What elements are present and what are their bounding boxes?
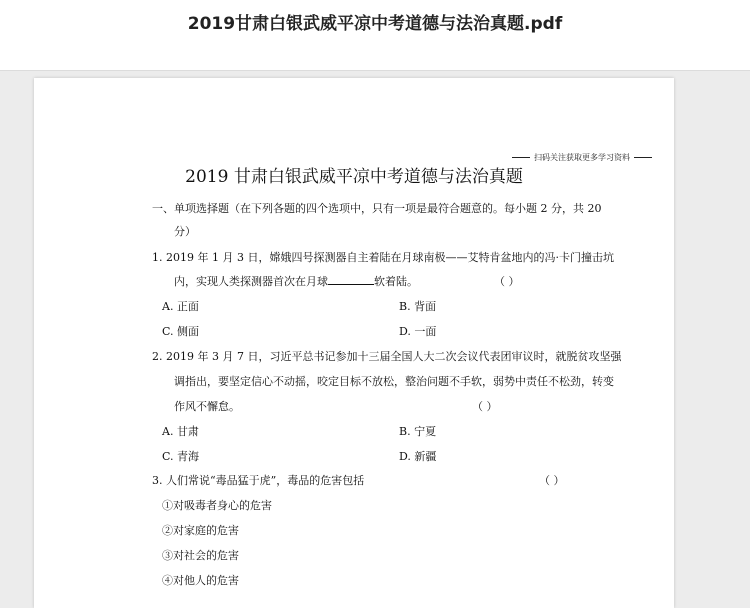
- divider-right: [634, 157, 652, 158]
- q2-answer-paren: （ ）: [472, 400, 498, 413]
- q1-answer-paren: （ ）: [494, 275, 520, 288]
- q1-stem-text-b: 软着陆。: [374, 275, 418, 288]
- q2-stem-line3: 作风不懈怠。: [174, 400, 240, 413]
- fill-blank: [328, 276, 374, 285]
- q1-option-d: D. 一面: [399, 325, 437, 338]
- q3-item-1: ①对吸毒者身心的危害: [162, 499, 272, 512]
- document-title: 2019 甘肃白银武威平凉中考道德与法治真题: [185, 167, 523, 187]
- q2-stem-line1: 2. 2019 年 3 月 7 日，习近平总书记参加十三届全国人大二次会议代表团审议时，就脱贫攻坚强: [152, 350, 622, 363]
- q1-stem-text-a: 内，实现人类探测器首次在月球: [174, 275, 328, 288]
- q1-stem-line1: 1. 2019 年 1 月 3 日，嫦娥四号探测器自主着陆在月球南极——艾特肯盆地内的冯·卡门撞击坑: [152, 251, 614, 264]
- q2-option-d: D. 新疆: [399, 450, 437, 463]
- q3-item-2: ②对家庭的危害: [162, 524, 239, 537]
- q2-option-c: C. 青海: [162, 450, 200, 463]
- viewer-header: [0, 0, 750, 71]
- divider-left: [512, 157, 530, 158]
- q3-stem: 3. 人们常说“毒品猛于虎”，毒品的危害包括: [152, 474, 365, 487]
- q3-item-4: ④对他人的危害: [162, 574, 239, 587]
- section-heading-line2: 分）: [174, 225, 196, 238]
- q1-stem-line2: [174, 273, 418, 289]
- q3-answer-paren: （ ）: [539, 474, 565, 487]
- q2-option-b: B. 宁夏: [399, 425, 437, 438]
- q1-option-b: B. 背面: [399, 300, 437, 313]
- document-page: [34, 78, 674, 608]
- q1-option-c: C. 侧面: [162, 325, 200, 338]
- promo-note-text: 扫码关注获取更多学习资料: [534, 153, 630, 162]
- q1-option-a: A. 正面: [162, 300, 199, 313]
- file-title: 2019甘肃白银武威平凉中考道德与法治真题.pdf: [187, 14, 563, 34]
- section-heading-line1: 一、单项选择题（在下列各题的四个选项中，只有一项是最符合题意的。每小题 2 分，共 20: [152, 202, 602, 215]
- q3-item-3: ③对社会的危害: [162, 549, 239, 562]
- q2-stem-line2: 调指出，要坚定信心不动摇，咬定目标不放松，整治问题不手软，弱势中责任不松劲，转变: [174, 375, 614, 388]
- q2-option-a: A. 甘肃: [162, 425, 199, 438]
